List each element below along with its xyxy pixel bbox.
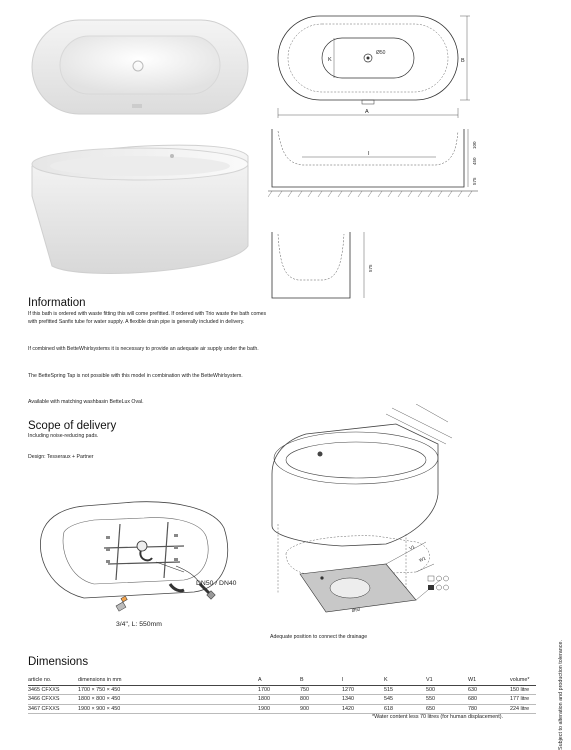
cross-section-drawing	[268, 228, 378, 306]
cell: 1700	[258, 685, 300, 695]
cell: 680	[468, 695, 510, 705]
svg-text:Ø50: Ø50	[376, 50, 386, 56]
information-para-3: The BetteSpring Tap is not possible with this model in combination with the BetteWhirlsystem.	[28, 373, 243, 379]
cell: 1340	[342, 695, 384, 705]
cell: 3467 CFXXS	[28, 704, 78, 714]
information-para-4: Available with matching washbasin BetteLux Oval.	[28, 399, 144, 405]
col-v1: V1	[426, 676, 468, 685]
drainage-position-drawing	[266, 404, 456, 634]
bath-side-photo	[22, 136, 262, 286]
cell: 550	[426, 695, 468, 705]
svg-text:V1: V1	[408, 544, 416, 551]
cell: 618	[384, 704, 426, 714]
cell: 500	[426, 685, 468, 695]
col-k: K	[384, 676, 426, 685]
section-drawing	[268, 125, 478, 205]
cell: 1700 × 750 × 450	[78, 685, 258, 695]
cell: 1270	[342, 685, 384, 695]
drain-label: DN50 / DN40	[196, 580, 237, 587]
information-para-2: If combined with BetteWhirlsystems it is necessary to provide an adequate air supply under the bath.	[28, 346, 259, 352]
col-dimensions: dimensions in mm	[78, 676, 258, 685]
cell: 1900 × 900 × 450	[78, 704, 258, 714]
dimensions-table	[28, 676, 536, 714]
cell: 1800 × 800 × 450	[78, 695, 258, 705]
svg-text:575: 575	[472, 177, 477, 185]
cell: 545	[384, 695, 426, 705]
svg-text:A: A	[365, 109, 369, 115]
cell: 150 litre	[510, 685, 536, 695]
information-para-1: If this bath is ordered with waste fitting this will come prefitted. If ordered with Trio waste the bath comes with prefitted Sanfix tube for water supply. A flexible drain pipe is generally included in delivery.	[28, 311, 267, 325]
svg-text:I: I	[368, 151, 370, 157]
cell: 630	[468, 685, 510, 695]
col-a: A	[258, 676, 300, 685]
side-note: Subject to alteration and production tolerance.	[558, 640, 564, 750]
table-row	[28, 704, 536, 714]
svg-text:575: 575	[368, 264, 373, 272]
dimensions-header-row	[28, 676, 536, 685]
cell: 800	[300, 695, 342, 705]
cell: 3466 CFXXS	[28, 695, 78, 705]
col-volume: volume*	[510, 676, 536, 685]
scope-subtitle: Including noise-reducing pads.	[28, 433, 99, 439]
volume-footnote: *Water content less 70 litres (for human displacement).	[372, 714, 504, 720]
design-credit: Design: Tesseraux + Partner	[28, 454, 94, 460]
cell: 650	[426, 704, 468, 714]
cell: 224 litre	[510, 704, 536, 714]
table-row	[28, 695, 536, 705]
cell: 900	[300, 704, 342, 714]
scope-heading: Scope of delivery	[28, 420, 117, 432]
cell: 780	[468, 704, 510, 714]
col-i: I	[342, 676, 384, 685]
col-article: article no.	[28, 676, 78, 685]
bath-underside-illustration	[24, 488, 254, 638]
col-w1: W1	[468, 676, 510, 685]
cell: 1900	[258, 704, 300, 714]
svg-text:Ø50: Ø50	[351, 606, 361, 613]
svg-text:B: B	[461, 58, 465, 64]
bath-top-photo	[20, 14, 260, 124]
cell: 1420	[342, 704, 384, 714]
table-row	[28, 685, 536, 695]
cell: 515	[384, 685, 426, 695]
svg-text:100: 100	[472, 141, 477, 149]
col-b: B	[300, 676, 342, 685]
cell: 3465 CFXXS	[28, 685, 78, 695]
dimensions-heading: Dimensions	[28, 656, 89, 668]
svg-text:K: K	[328, 57, 332, 63]
cell: 1800	[258, 695, 300, 705]
svg-text:450: 450	[472, 157, 477, 165]
cell: 750	[300, 685, 342, 695]
drainage-caption: Adequate position to connect the drainage	[270, 634, 368, 640]
information-heading: Information	[28, 297, 86, 309]
top-view-drawing	[262, 8, 472, 123]
hose-label: 3/4", L: 550mm	[116, 621, 162, 628]
cell: 177 litre	[510, 695, 536, 705]
svg-text:W1: W1	[418, 555, 427, 563]
